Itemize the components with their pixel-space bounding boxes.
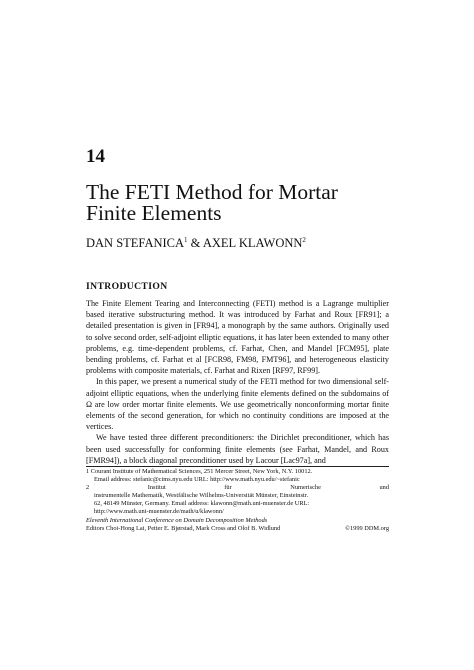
footnote-2-word: und xyxy=(379,484,389,492)
author-footnote-mark-1: 1 xyxy=(184,236,188,244)
footnote-1-line-1: 1 Courant Institute of Mathematical Sciences, 251 Mercer Street, New York, N.Y. 10012. xyxy=(86,468,313,475)
footnote-1-line-2: Email address: stefanic@cims.nyu.edu URL: http://www.math.nyu.edu/~stefanic xyxy=(94,476,300,484)
footnotes xyxy=(86,468,389,533)
footnote-2-line-1 xyxy=(86,484,389,492)
author-line xyxy=(86,236,306,251)
paragraph-1: The Finite Element Tearing and Interconnecting (FETI) method is a Lagrange multiplier based iterative substructuring method. It was introduced by Farhat and Roux [FR91]; a detailed presentation is given in [FR94], a monograph by the same authors. Originally used to solve second order, self-adjoint elliptic equations, it has later been extended to many other problems, e.g. time-dependent problems, cf. Farhat, Chen, and Mandel [FCM95], plate bending problems, cf. Farhat et al [FCR98, FM98, FMT96], and heterogeneous elasticity problems with composite materials, cf. Farhat and Rixen [RF97, RF99]. xyxy=(86,299,389,376)
author-separator: & xyxy=(187,236,203,251)
chapter-title-line-1: The FETI Method for Mortar xyxy=(86,180,338,204)
footnote-2-line-4: http://www.math.uni-muenster.de/math/u/klawonn/ xyxy=(94,508,224,516)
section-heading: INTRODUCTION xyxy=(86,281,168,292)
author-name-2: AXEL KLAWONN xyxy=(202,236,303,251)
proceedings-copyright: ©1999 DDM.org xyxy=(345,524,389,532)
paragraph-2: In this paper, we present a numerical study of the FETI method for two dimensional self-adjoint elliptic equations, when the underlying finite elements defined on the subdomains of Ω are low order mortar finite elements. We use geometrically nonconforming mortar finite elements of the second generation, for which no continuity conditions are imposed at the vertices. xyxy=(86,377,389,432)
footnote-2-mark: 2 xyxy=(86,484,90,492)
author-name-1: DAN STEFANICA xyxy=(86,236,185,251)
footnote-2-word: für xyxy=(224,484,232,492)
chapter-title-line-2: Finite Elements xyxy=(86,201,222,225)
footnote-2-line-2: instrumentelle Mathematik, Westfälische Wilhelms-Universität Münster, Einsteinstr. xyxy=(94,492,309,500)
proceedings-title: Eleventh International Conference on Domain Decomposition Methods xyxy=(86,516,268,524)
paragraph-3: We have tested three different preconditioners: the Dirichlet preconditioner, which has been used successfully for conforming finite elements (see Farhat, Mandel, and Roux [FMR94]), a block diagonal preconditioner used by Lacour [Lac97a], and xyxy=(86,433,389,465)
footnote-2-word: Numerische xyxy=(290,484,321,492)
proceedings-editors: Editors Choi-Hong Lai, Petter E. Bjørstad, Mark Cross and Olof B. Widlund xyxy=(86,524,281,532)
author-footnote-mark-2: 2 xyxy=(302,236,306,244)
proceedings-editors-row xyxy=(86,525,389,533)
footnote-2-line-3: 62, 48149 Münster, Germany. Email address: klawonn@math.uni-muenster.de URL: xyxy=(94,500,310,508)
footnote-2-word: Institut xyxy=(147,484,166,492)
footnote-divider xyxy=(86,466,389,467)
body-text xyxy=(86,298,389,466)
chapter-number: 14 xyxy=(86,146,105,167)
